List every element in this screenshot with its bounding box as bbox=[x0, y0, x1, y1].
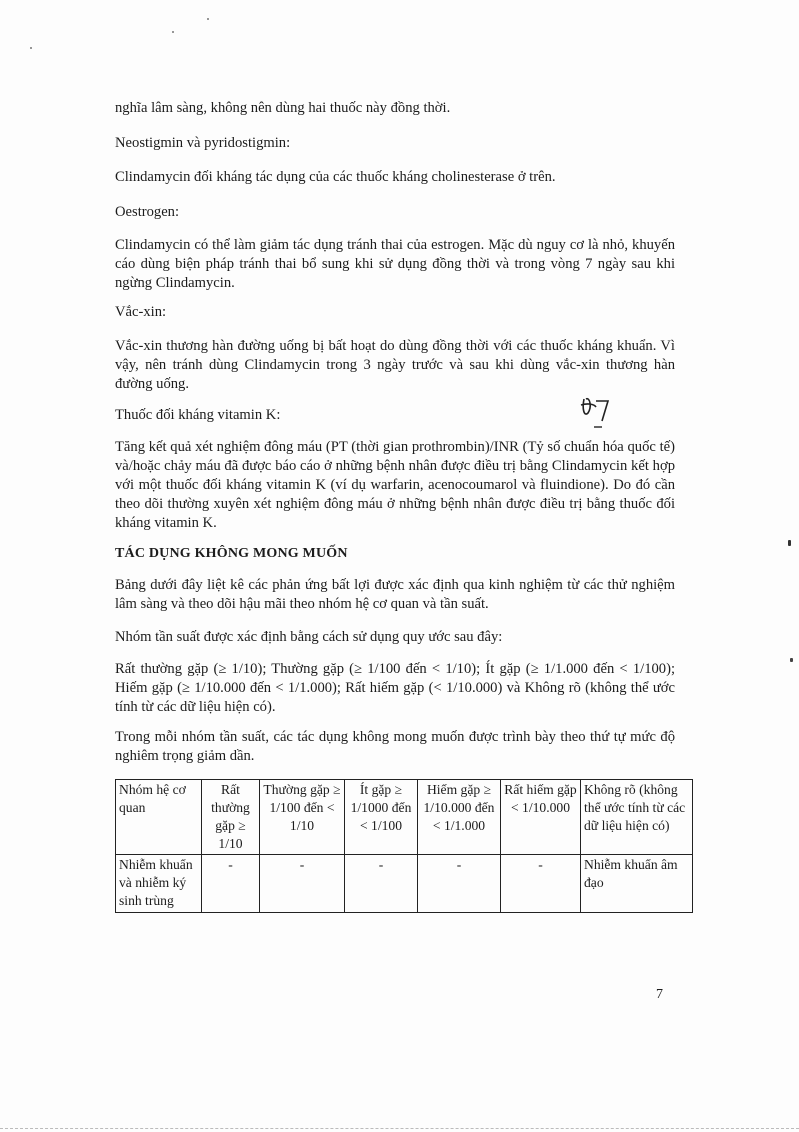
vitamin-k-heading: Thuốc đối kháng vitamin K: bbox=[115, 407, 281, 423]
frequency-definitions: Rất thường gặp (≥ 1/10); Thường gặp (≥ 1/100 đến < 1/10); Ít gặp (≥ 1/1.000 đến < 1/100); Hiếm gặp (≥ 1/10.000 đến < 1/1.000); Rất hiếm gặp (< 1/10.000) và Không rõ (không thể ước tính từ các dữ liệu hiện có). bbox=[115, 661, 675, 715]
table-cell: - bbox=[260, 855, 345, 913]
ae-intro: Bảng dưới đây liệt kê các phản ứng bất lợi được xác định qua kinh nghiệm từ các thử nghiệm lâm sàng và theo dõi hậu mãi theo nhóm hệ cơ quan và tần suất. bbox=[115, 577, 675, 612]
oestrogen-text: Clindamycin có thể làm giảm tác dụng tránh thai của estrogen. Mặc dù nguy cơ là nhỏ, khuyến cáo dùng biện pháp tránh thai bổ sung khi sử dụng đồng thời và trong vòng 7 ngày sau khi ngừng Clindamycin. bbox=[115, 237, 675, 291]
scan-edge-line bbox=[0, 1128, 799, 1130]
scan-speck bbox=[30, 47, 32, 49]
handwritten-initials bbox=[578, 391, 618, 431]
scan-speck bbox=[788, 540, 791, 546]
oestrogen-heading: Oestrogen: bbox=[115, 204, 180, 220]
table-header-cell: Rất hiếm gặp < 1/10.000 bbox=[501, 780, 581, 855]
table-header-cell: Nhóm hệ cơ quan bbox=[116, 780, 202, 855]
page-number: 7 bbox=[656, 987, 663, 1002]
neostigmin-heading: Neostigmin và pyridostigmin: bbox=[115, 135, 291, 151]
order-note: Trong mỗi nhóm tần suất, các tác dụng không mong muốn được trình bày theo thứ tự mức độ nghiêm trọng giảm dần. bbox=[115, 729, 675, 764]
scan-speck bbox=[207, 18, 209, 20]
table-cell: Nhiễm khuẩn và nhiễm ký sinh trùng bbox=[116, 855, 202, 913]
vaccine-heading: Vắc-xin: bbox=[115, 304, 167, 320]
table-header-cell: Thường gặp ≥ 1/100 đến < 1/10 bbox=[260, 780, 345, 855]
table-cell: - bbox=[202, 855, 260, 913]
vitamin-k-text: Tăng kết quả xét nghiệm đông máu (PT (thời gian prothrombin)/INR (Tỷ số chuẩn hóa quốc tế) và/hoặc chảy máu đã được báo cáo ở những bệnh nhân được điều trị bằng Clindamycin kết hợp với một thuốc đối kháng vitamin K (ví dụ warfarin, acenocoumarol và fluindione). Do đó cần theo dõi thường xuyên xét nghiệm đông máu ở những bệnh nhân được điều trị bằng thuốc đối kháng vitamin K. bbox=[115, 439, 675, 531]
paragraph-continuation: nghĩa lâm sàng, không nên dùng hai thuốc này đồng thời. bbox=[115, 100, 451, 116]
table-header-cell: Không rõ (không thể ước tính từ các dữ liệu hiện có) bbox=[581, 780, 693, 855]
vaccine-text: Vắc-xin thương hàn đường uống bị bất hoạt do dùng đồng thời với các thuốc kháng khuẩn. Vì vậy, nên tránh dùng Clindamycin trong 3 ngày trước và sau khi dùng vắc-xin thương hàn đường uống. bbox=[115, 338, 675, 392]
table-cell: - bbox=[501, 855, 581, 913]
table-cell: - bbox=[418, 855, 501, 913]
scan-speck bbox=[172, 31, 174, 33]
table-header-row bbox=[116, 780, 693, 855]
neostigmin-text: Clindamycin đối kháng tác dụng của các thuốc kháng cholinesterase ở trên. bbox=[115, 169, 556, 185]
scan-speck bbox=[790, 658, 793, 662]
table-row bbox=[116, 855, 693, 913]
table-cell: Nhiễm khuẩn âm đạo bbox=[581, 855, 693, 913]
section-heading: TÁC DỤNG KHÔNG MONG MUỐN bbox=[115, 546, 348, 561]
table-header-cell: Ít gặp ≥ 1/1000 đến < 1/100 bbox=[345, 780, 418, 855]
table-cell: - bbox=[345, 855, 418, 913]
adverse-effects-table bbox=[115, 779, 693, 913]
table-header-cell: Hiếm gặp ≥ 1/10.000 đến < 1/1.000 bbox=[418, 780, 501, 855]
frequency-intro: Nhóm tần suất được xác định bằng cách sử dụng quy ước sau đây: bbox=[115, 629, 503, 645]
table-header-cell: Rất thường gặp ≥ 1/10 bbox=[202, 780, 260, 855]
